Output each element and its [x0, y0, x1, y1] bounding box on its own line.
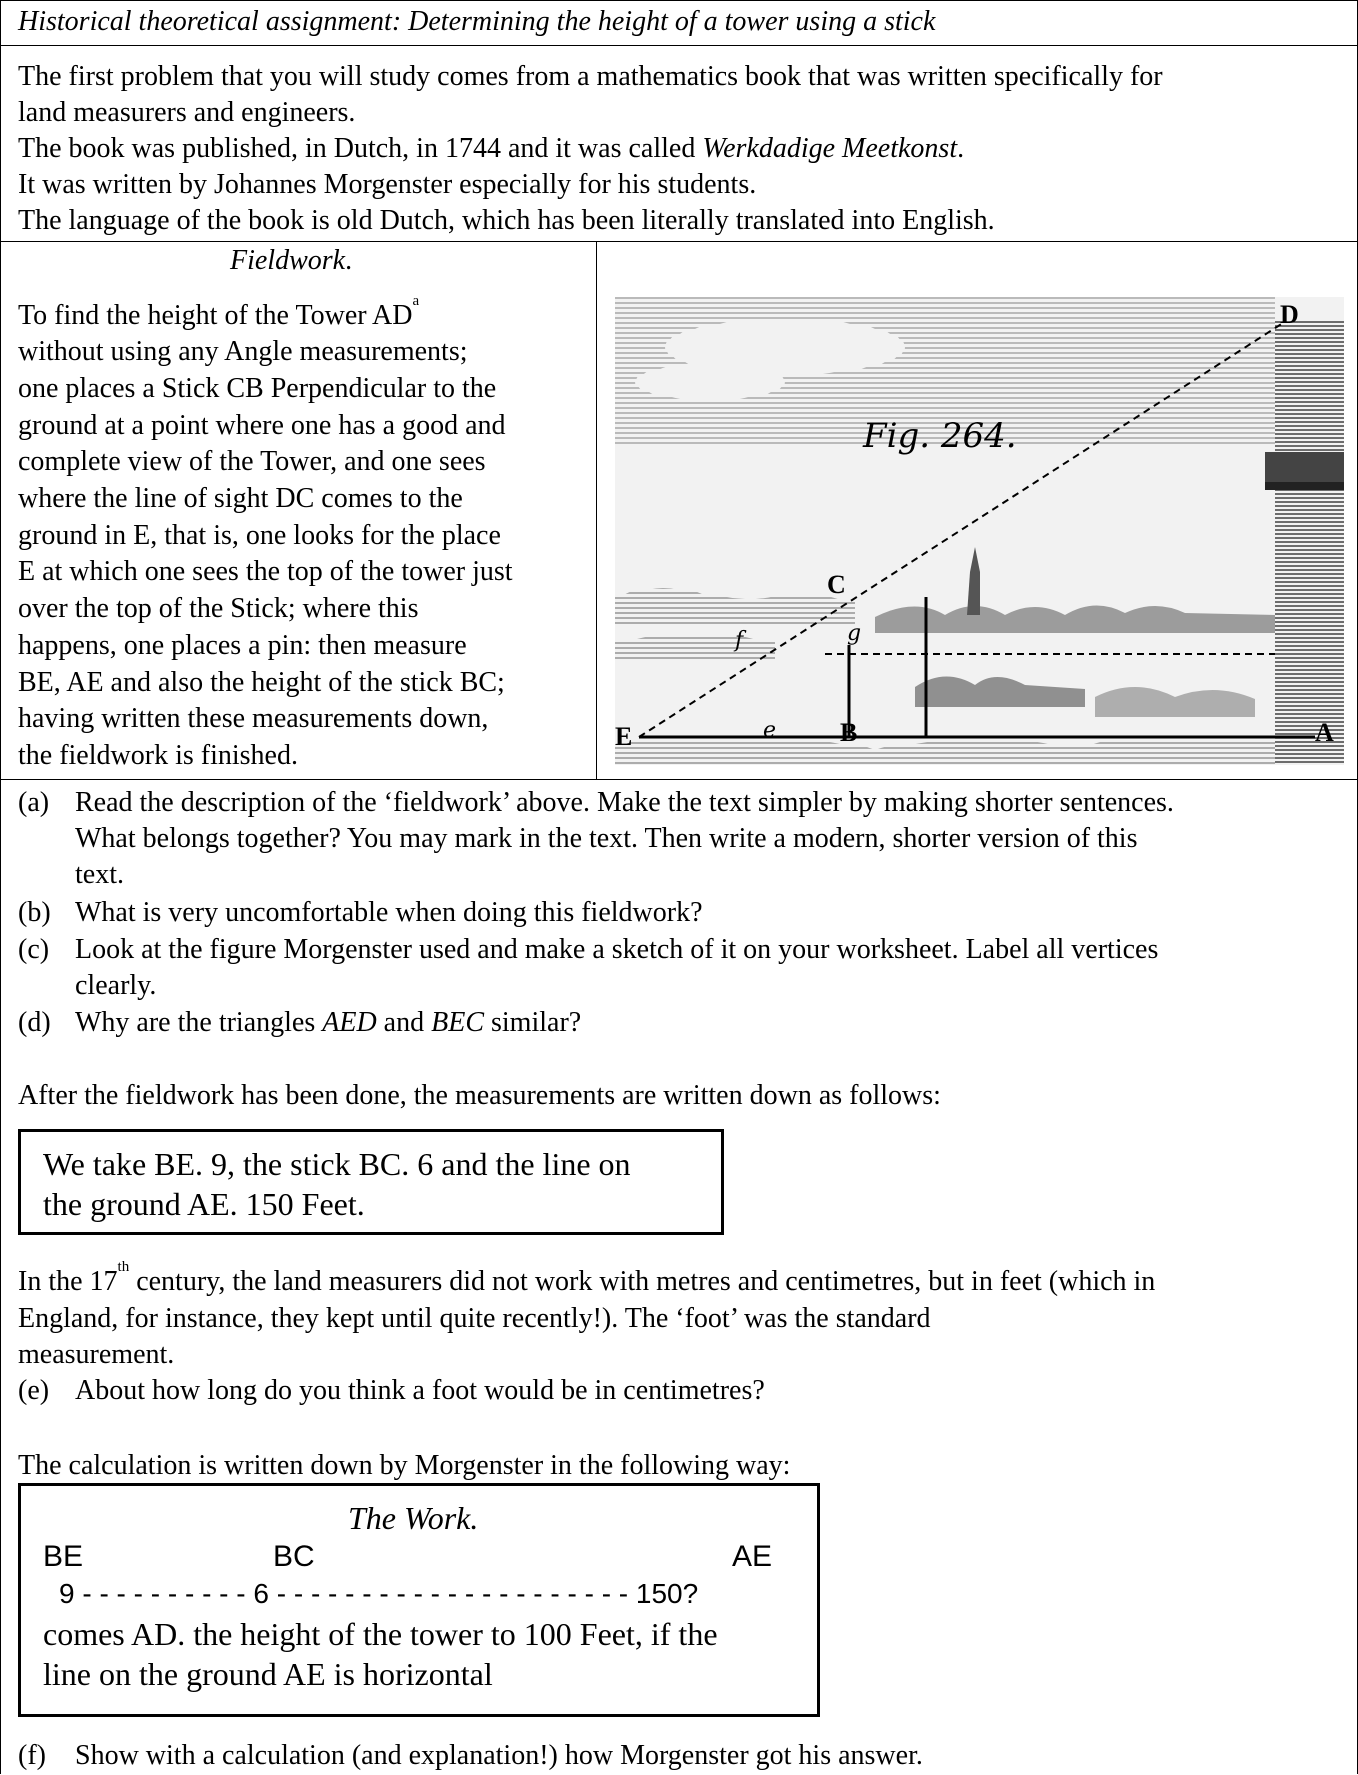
question-label: (e) — [18, 1375, 50, 1406]
question-text-part: similar? — [484, 1007, 582, 1038]
intro-text: The book was published, in Dutch, in 1744 and it was called — [18, 133, 703, 164]
measurements-line: the ground AE. 150 Feet. — [43, 1186, 365, 1222]
question-text — [75, 895, 1355, 931]
label-B: B — [840, 718, 858, 747]
footnote-mark: a — [412, 293, 420, 309]
question-label: (a) — [18, 787, 50, 818]
fieldwork-line: where the line of sight DC comes to the — [18, 483, 463, 514]
fieldwork-heading-period: . — [345, 245, 353, 276]
century-text: century, the land measurers did not work with metres and centimetres, but in feet (which in — [129, 1266, 1156, 1297]
divider — [0, 241, 1358, 242]
label-D: D — [1280, 300, 1299, 329]
tower-ledge — [1265, 482, 1344, 490]
question-text: About how long do you think a foot would be in centimetres? — [75, 1375, 765, 1406]
book-title: Werkdadige Meetkonst — [702, 133, 958, 164]
cloud — [635, 364, 785, 400]
intro-published-line — [18, 131, 964, 167]
measurements-box — [18, 1129, 724, 1235]
fieldwork-line: without using any Angle measurements; — [18, 336, 468, 367]
intro-line: It was written by Johannes Morgenster especially for his students. — [18, 169, 757, 200]
question-label: (c) — [18, 934, 50, 965]
triangle-aed: AED — [322, 1007, 377, 1038]
label-g: g — [847, 621, 862, 646]
intro-line: The language of the book is old Dutch, which has been literally translated into English. — [18, 205, 995, 236]
column-be: BE — [43, 1540, 84, 1573]
fieldwork-line: BE, AE and also the height of the stick BC; — [18, 667, 505, 698]
question-text — [75, 932, 1355, 1004]
column-ae: AE — [732, 1540, 773, 1573]
fieldwork-heading — [230, 243, 352, 279]
work-line: line on the ground AE is horizontal — [43, 1656, 493, 1692]
fieldwork-line: having written these measurements down, — [18, 703, 489, 734]
question-line: What belongs together? You may mark in the text. Then write a modern, shorter version of this — [75, 823, 1138, 854]
century-line: measurement. — [18, 1339, 175, 1370]
middle-ground — [615, 635, 775, 663]
fieldwork-line: complete view of the Tower, and one sees — [18, 446, 486, 477]
question-line: text. — [75, 859, 124, 890]
work-box — [18, 1483, 820, 1717]
century-superscript: th — [117, 1259, 130, 1275]
fieldwork-line: happens, one places a pin: then measure — [18, 630, 467, 661]
fieldwork-heading-text: Fieldwork — [230, 245, 346, 276]
question-line: Look at the figure Morgenster used and make a sketch of it on your worksheet. Label all vertices — [75, 934, 1159, 965]
work-line: comes AD. the height of the tower to 100 Feet, if the — [43, 1616, 718, 1652]
century-text: In the 17 — [18, 1266, 118, 1297]
fieldwork-line: one places a Stick CB Perpendicular to the — [18, 373, 497, 404]
intro-text: . — [957, 133, 965, 164]
work-title: The Work. — [348, 1500, 479, 1536]
label-E: E — [615, 722, 633, 751]
question-text — [75, 785, 1355, 893]
fieldwork-line: the fieldwork is finished. — [18, 740, 298, 771]
measurements-intro: After the fieldwork has been done, the measurements are written down as follows: — [18, 1080, 941, 1111]
divider — [0, 779, 1358, 780]
question-text — [75, 1005, 1355, 1041]
question-line: What is very uncomfortable when doing this fieldwork? — [75, 897, 703, 928]
figure-caption: Fig. 264. — [863, 416, 1017, 456]
question-label: (f) — [18, 1740, 46, 1771]
question-text: Show with a calculation (and explanation!) how Morgenster got his answer. — [75, 1740, 923, 1771]
column-bc: BC — [273, 1540, 315, 1573]
divider — [0, 45, 1358, 46]
tower — [1275, 319, 1344, 765]
fieldwork-line: ground at a point where one has a good and — [18, 410, 506, 441]
question-line: clearly. — [75, 970, 157, 1001]
label-C: C — [827, 570, 846, 599]
tower-balcony — [1265, 452, 1344, 482]
question-label: (b) — [18, 897, 51, 928]
calculation-intro: The calculation is written down by Morgenster in the following way: — [18, 1450, 791, 1481]
label-f: f — [735, 628, 744, 653]
intro-line: land measurers and engineers. — [18, 97, 356, 128]
century-line: England, for instance, they kept until quite recently!). The ‘foot’ was the standard — [18, 1303, 931, 1334]
work-values-row: 9 - - - - - - - - - - 6 - - - - - - - - - - - - - - - - - - - - - 150? — [59, 1578, 699, 1609]
question-line: Read the description of the ‘fieldwork’ above. Make the text simpler by making shorter sentences. — [75, 787, 1174, 818]
tower-engraving-figure — [615, 297, 1344, 765]
fieldwork-line: E at which one sees the top of the tower just — [18, 556, 513, 587]
fieldwork-line: ground in E, that is, one looks for the place — [18, 520, 501, 551]
fieldwork-text: To find the height of the Tower AD — [18, 300, 413, 331]
century-line — [18, 1259, 1156, 1300]
question-text-part: Why are the triangles — [75, 1007, 323, 1038]
question-label: (d) — [18, 1007, 51, 1038]
question-text-part: and — [376, 1007, 432, 1038]
label-A: A — [1315, 718, 1334, 747]
column-divider — [596, 241, 597, 779]
label-e: e — [763, 718, 777, 743]
measurements-line: We take BE. 9, the stick BC. 6 and the line on — [43, 1146, 631, 1182]
intro-line: The first problem that you will study comes from a mathematics book that was written specifically for — [18, 61, 1163, 92]
fieldwork-first-line — [18, 293, 420, 334]
fieldwork-line: over the top of the Stick; where this — [18, 593, 419, 624]
triangle-bec: BEC — [431, 1007, 484, 1038]
assignment-title: Historical theoretical assignment: Determining the height of a tower using a stick — [18, 6, 936, 37]
